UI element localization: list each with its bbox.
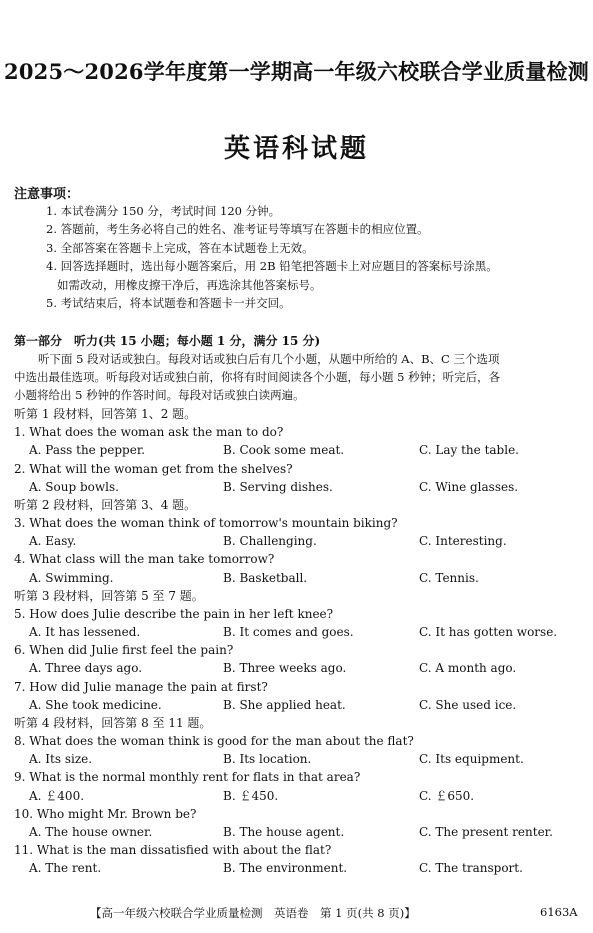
notice-item: 5. 考试结束后，将本试题卷和答题卡一并交回。 bbox=[46, 296, 291, 311]
option-a: A. Pass the pepper. bbox=[29, 443, 146, 458]
notice-item: 2. 答题前，考生务必将自己的姓名、准考证号等填写在答题卡的相应位置。 bbox=[46, 222, 429, 237]
option-a: A. Swimming. bbox=[29, 570, 114, 585]
option-c: C. The present renter. bbox=[419, 824, 553, 839]
option-a: A. Three days ago. bbox=[29, 661, 143, 676]
question-list bbox=[14, 405, 584, 877]
option-b: B. Basketball. bbox=[223, 570, 308, 585]
option-a: A. She took medicine. bbox=[29, 697, 162, 712]
notice-list bbox=[46, 202, 586, 312]
question-line: 9. What is the normal monthly rent for flats in that area? bbox=[14, 770, 361, 785]
option-c: C. ￡650. bbox=[419, 788, 475, 803]
option-c: C. She used ice. bbox=[419, 697, 517, 712]
option-c: C. Wine glasses. bbox=[419, 479, 519, 494]
part1-heading: 第一部分 听力(共 15 小题；每小题 1 分，满分 15 分) bbox=[14, 334, 321, 348]
question-line: 10. Who might Mr. Brown be? bbox=[14, 806, 197, 821]
options-row bbox=[14, 859, 584, 877]
option-a: A. It has lessened. bbox=[29, 625, 141, 640]
directions-line: 中选出最佳选项。听每段对话或独白前，你将有时间阅读各个小题，每小题 5 秒钟；听完后，各 bbox=[14, 370, 501, 385]
option-b: B. Serving dishes. bbox=[223, 479, 333, 494]
question-line: 8. What does the woman think is good for the man about the flat? bbox=[14, 734, 414, 749]
options-row bbox=[14, 569, 584, 587]
option-c: C. It has gotten worse. bbox=[419, 625, 558, 640]
option-b: B. Its location. bbox=[223, 752, 312, 767]
options-row bbox=[14, 696, 584, 714]
options-row bbox=[14, 478, 584, 496]
option-c: C. A month ago. bbox=[419, 661, 517, 676]
option-b: B. Three weeks ago. bbox=[223, 661, 347, 676]
notice-item: 1. 本试卷满分 150 分，考试时间 120 分钟。 bbox=[46, 204, 281, 218]
options-row bbox=[14, 441, 584, 459]
notice-heading: 注意事项： bbox=[14, 187, 80, 202]
option-c: C. Lay the table. bbox=[419, 443, 519, 458]
option-b: B. ￡450. bbox=[223, 788, 279, 803]
option-a: A. Soup bowls. bbox=[29, 479, 119, 494]
page-footer: 【高一年级六校联合学业质量检测 英语卷 第 1 页(共 8 页)】 bbox=[90, 906, 416, 920]
question-line: 3. What does the woman think of tomorrow's mountain biking? bbox=[14, 516, 398, 531]
option-b: B. She applied heat. bbox=[223, 697, 346, 712]
option-a: A. Its size. bbox=[29, 752, 93, 767]
options-row bbox=[14, 823, 584, 841]
option-b: B. It comes and goes. bbox=[223, 625, 354, 640]
option-b: B. The house agent. bbox=[223, 824, 345, 839]
directions-line: 小题将给出 5 秒钟的作答时间。每段对话或独白读两遍。 bbox=[14, 388, 305, 403]
part1-directions bbox=[14, 350, 584, 405]
option-a: A. The rent. bbox=[29, 861, 102, 876]
directions-line: 听下面 5 段对话或独白。每段对话或独白后有几个小题，从题中所给的 A、B、C 三个选项 bbox=[38, 352, 500, 366]
option-a: A. ￡400. bbox=[29, 788, 85, 803]
option-b: B. The environment. bbox=[223, 861, 348, 876]
exam-title: 2025～2026学年度第一学期高一年级六校联合学业质量检测 bbox=[4, 59, 589, 84]
option-c: C. Its equipment. bbox=[419, 752, 524, 767]
subject-title: 英语科试题 bbox=[223, 134, 369, 164]
notice-item: 如需改动，用橡皮擦干净后，再选涂其他答案标号。 bbox=[57, 277, 322, 292]
question-line: 听第 4 段材料，回答第 8 至 11 题。 bbox=[14, 715, 212, 730]
paper-code: 6163A bbox=[540, 905, 578, 919]
options-row bbox=[14, 787, 584, 805]
question-line: 6. When did Julie first feel the pain? bbox=[14, 643, 234, 658]
option-a: A. The house owner. bbox=[29, 824, 153, 839]
question-line: 11. What is the man dissatisfied with about the flat? bbox=[14, 843, 332, 858]
option-c: C. Tennis. bbox=[419, 570, 479, 585]
option-a: A. Easy. bbox=[29, 534, 77, 549]
option-c: C. The transport. bbox=[419, 861, 523, 876]
options-row bbox=[14, 623, 584, 641]
option-b: B. Cook some meat. bbox=[223, 443, 345, 458]
notice-item: 3. 全部答案在答题卡上完成，答在本试题卷上无效。 bbox=[46, 240, 314, 255]
question-line: 听第 3 段材料，回答第 5 至 7 题。 bbox=[14, 588, 204, 603]
question-line: 听第 1 段材料，回答第 1、2 题。 bbox=[14, 407, 197, 421]
options-row bbox=[14, 532, 584, 550]
question-line: 5. How does Julie describe the pain in her left knee? bbox=[14, 606, 334, 621]
question-line: 2. What will the woman get from the shelves? bbox=[14, 461, 293, 476]
question-line: 7. How did Julie manage the pain at first? bbox=[14, 679, 268, 694]
options-row bbox=[14, 659, 584, 677]
options-row bbox=[14, 750, 584, 768]
option-b: B. Challenging. bbox=[223, 534, 317, 549]
option-c: C. Interesting. bbox=[419, 534, 507, 549]
question-line: 1. What does the woman ask the man to do? bbox=[14, 425, 284, 440]
notice-item: 4. 回答选择题时，选出每小题答案后，用 2B 铅笔把答题卡上对应题目的答案标号涂黑。 bbox=[46, 259, 498, 274]
question-line: 4. What class will the man take tomorrow? bbox=[14, 552, 275, 567]
question-line: 听第 2 段材料，回答第 3、4 题。 bbox=[14, 497, 197, 512]
